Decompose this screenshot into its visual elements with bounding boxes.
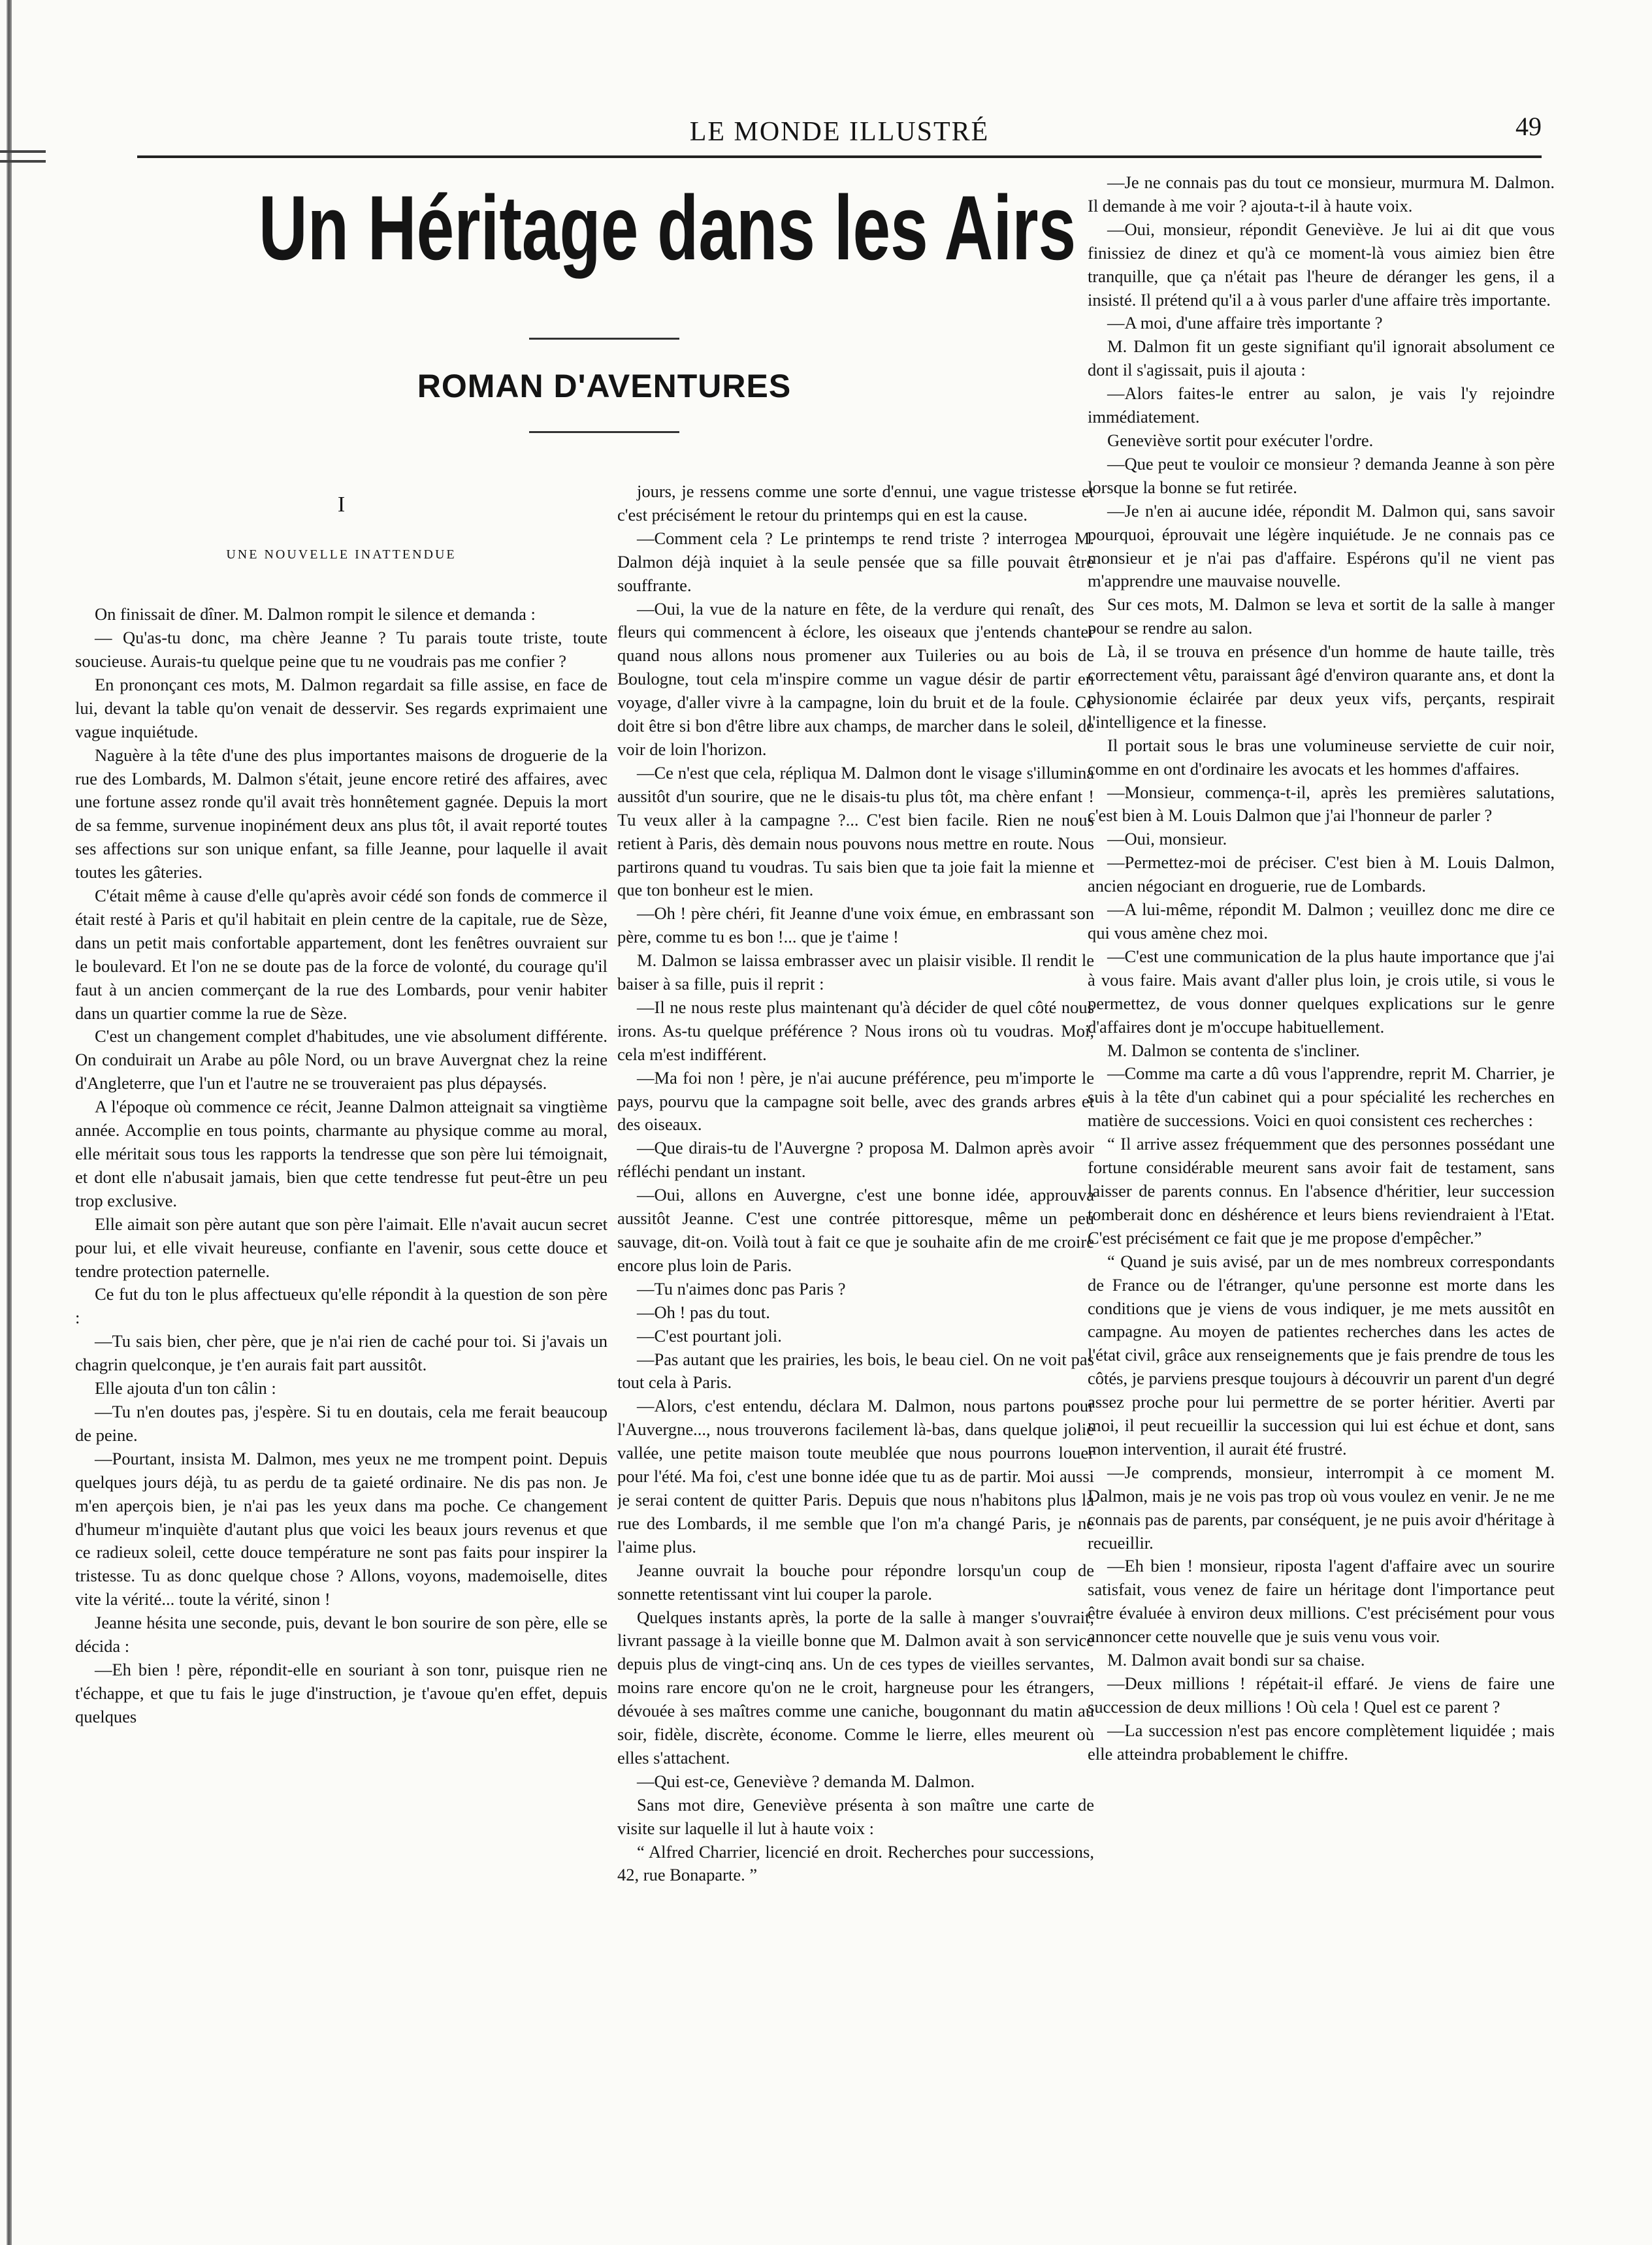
title-rule: [529, 338, 679, 340]
paragraph: —Oui, allons en Auvergne, c'est une bonne idée, approuva aussitôt Jeanne. C'est une contrée pittoresque, même un peu sauvage, dit-on. Voilà tout à fait ce que je souhaite afin de me croire encore plus loin de Paris.: [617, 1185, 1094, 1275]
paragraph: Geneviève sortit pour exécuter l'ordre.: [1107, 430, 1374, 450]
margin-mark: [0, 160, 46, 163]
article-title: Un Héritage dans les Airs: [258, 176, 1077, 279]
paragraph: —La succession n'est pas encore complètement liquidée ; mais elle atteindra probablement le chiffre.: [1088, 1720, 1555, 1764]
paragraph: —Oui, monsieur.: [1107, 829, 1227, 849]
paragraph: Jeanne hésita une seconde, puis, devant le bon sourire de son père, elle se décida :: [75, 1613, 607, 1656]
margin-mark: [0, 150, 46, 153]
paragraph: —C'est pourtant joli.: [637, 1325, 782, 1346]
paragraph: —Tu n'aimes donc pas Paris ?: [637, 1278, 846, 1299]
paragraph: Là, il se trouva en présence d'un homme de haute taille, très correctement vêtu, paraissant âgé d'environ quarante ans, et dont la physionomie éclairée par deux yeux vifs, perçants, respirait l'intelligence et la finesse.: [1088, 641, 1555, 732]
article-subtitle: ROMAN D'AVENTURES: [417, 368, 792, 404]
column-body: [617, 480, 1094, 1887]
paragraph: On finissait de dîner. M. Dalmon rompit le silence et demanda :: [95, 604, 536, 624]
paragraph: —C'est une communication de la plus haute importance que j'ai à vous faire. Mais avant d'aller plus loin, je crois utile, si vous le permettez, de vous donner quelques explications sur le genre d'affaires dont je m'occupe habituellement.: [1088, 946, 1555, 1037]
paragraph: —Eh bien ! monsieur, riposta l'agent d'affaire avec un sourire satisfait, vous venez de faire un héritage dont l'importance peut être évaluée à environ deux millions. C'est précisément pour vous annoncer cette nouvelle que je suis venu vous voir.: [1088, 1556, 1555, 1647]
paragraph: —Oui, monsieur, répondit Geneviève. Je lui ai dit que vous finissiez de dinez et qu'à ce moment-là vous aimiez bien être tranquille, que ça n'était pas l'heure de déranger les gens, il a insisté. Il prétend qu'il a à vous parler d'une affaire très importante.: [1088, 219, 1555, 310]
text-column-3: [1088, 171, 1555, 2196]
paragraph: M. Dalmon avait bondi sur sa chaise.: [1107, 1650, 1365, 1670]
paragraph: —Oh ! père chéri, fit Jeanne d'une voix émue, en embrassant son père, comme tu es bon !... que je t'aime !: [617, 903, 1094, 947]
paragraph: —Oh ! pas du tout.: [637, 1302, 770, 1322]
paragraph: —Qui est-ce, Geneviève ? demanda M. Dalmon.: [637, 1771, 975, 1791]
paragraph: C'était même à cause d'elle qu'après avoir cédé son fonds de commerce il était resté à Paris et qu'il habitait en plein centre de la capitale, rue de Sèze, dans un petit mais confortable appartement, dont les fenêtres ouvraient sur le boulevard. Et l'on ne se doute pas de la force de volonté, du courage qu'il faut à un ancien commerçant de la rue des Lombards, pour venir habiter dans un quartier comme la rue de Sèze.: [75, 886, 607, 1023]
paragraph: Sans mot dire, Geneviève présenta à son maître une carte de visite sur laquelle il lut à haute voix :: [617, 1794, 1094, 1838]
chapter-number: I: [337, 493, 346, 517]
paragraph: —A lui-même, répondit M. Dalmon ; veuillez donc me dire ce qui vous amène chez moi.: [1088, 899, 1555, 943]
paragraph: —Comment cela ? Le printemps te rend triste ? interrogea M. Dalmon déjà inquiet à la seule pensée que sa fille pouvait être souffrante.: [617, 528, 1094, 595]
paragraph: — Qu'as-tu donc, ma chère Jeanne ? Tu parais toute triste, toute soucieuse. Aurais-tu quelque peine que tu ne voudrais pas me confier ?: [75, 628, 607, 671]
paragraph: A l'époque où commence ce récit, Jeanne Dalmon atteignait sa vingtième année. Accomplie en tous points, charmante au physique comme au moral, elle méritait sous tous les rapports la tendresse que son père lui témoignait, et dont elle n'abusait jamais, bien que cette tendresse fut peut-être un peu trop exclusive.: [75, 1097, 607, 1210]
paragraph: C'est un changement complet d'habitudes, une vie absolument différente. On conduirait un Arabe au pôle Nord, ou un brave Auvergnat chez la reine d'Angleterre, que l'un et l'autre ne se trouveraient pas plus dépaysés.: [75, 1026, 607, 1093]
paragraph: jours, je ressens comme une sorte d'ennui, une vague tristesse et c'est précisément le retour du printemps qui en est la cause.: [617, 481, 1094, 525]
paragraph: Jeanne ouvrait la bouche pour répondre lorsqu'un coup de sonnette retentissant vint lui couper la parole.: [617, 1560, 1094, 1604]
paragraph: M. Dalmon fit un geste signifiant qu'il ignorait absolument ce dont il s'agissait, puis il ajouta :: [1088, 336, 1555, 380]
paragraph: “ Quand je suis avisé, par un de mes nombreux correspondants de France ou de l'étranger, qu'une personne est morte dans les conditions que je viens de vous indiquer, je me mets aussitôt en campagne. Au moyen de patientes recherches dans les actes de l'état civil, grâce aux renseignements que je fais prendre de tous les côtés, je parviens presque toujours à découvrir un parent d'un degré assez proche pour lui permettre de se porter héritier. Averti par moi, il peut recueillir la succession qui lui est échue et dont, sans mon intervention, il aurait été frustré.: [1088, 1251, 1555, 1459]
journal-title: LE MONDE ILLUSTRÉ: [689, 117, 990, 147]
text-column-1: [75, 483, 607, 2195]
paragraph: —Comme ma carte a dû vous l'apprendre, reprit M. Charrier, je suis à la tête d'un cabinet qui a pour spécialité les recherches en matière de successions. Voici en quoi consistent ces recherches :: [1088, 1063, 1555, 1131]
paragraph: Il portait sous le bras une volumineuse serviette de cuir noir, comme en ont d'ordinaire les avocats et les hommes d'affaires.: [1088, 735, 1555, 779]
paragraph: En prononçant ces mots, M. Dalmon regardait sa fille assise, en face de lui, devant la table qu'on venait de desservir. Ses regards exprimaient une vague inquiétude.: [75, 674, 607, 741]
paragraph: —Deux millions ! répétait-il effaré. Je viens de faire une succession de deux millions ! Où cela ! Quel est ce parent ?: [1088, 1673, 1555, 1717]
paragraph: “ Il arrive assez fréquemment que des personnes possédant une fortune considérable meurent sans avoir fait de testament, sans laisser de parents connus. En l'absence d'héritier, leur succession tomberait donc en déshérence et leurs biens reviendraient à l'Etat. C'est précisément ce fait que je me propose d'empêcher.”: [1088, 1134, 1555, 1248]
paragraph: —Tu sais bien, cher père, que je n'ai rien de caché pour toi. Si j'avais un chagrin quelconque, je t'en aurais fait part aussitôt.: [75, 1331, 607, 1375]
paragraph: M. Dalmon se laissa embrasser avec un plaisir visible. Il rendit le baiser à sa fille, puis il reprit :: [617, 950, 1094, 994]
text-column-2: [617, 480, 1094, 2195]
paragraph: Elle ajouta d'un ton câlin :: [95, 1378, 276, 1398]
paragraph: M. Dalmon se contenta de s'incliner.: [1107, 1040, 1360, 1060]
page-number: 49: [1515, 112, 1542, 141]
paragraph: —Que dirais-tu de l'Auvergne ? proposa M. Dalmon après avoir réfléchi pendant un instant.: [617, 1138, 1094, 1182]
subtitle-rule: [529, 431, 679, 433]
paragraph: —A moi, d'une affaire très importante ?: [1107, 313, 1383, 333]
paragraph: “ Alfred Charrier, licencié en droit. Recherches pour successions, 42, rue Bonaparte. ”: [617, 1841, 1094, 1885]
paragraph: —Oui, la vue de la nature en fête, de la verdure qui renaît, des fleurs qui commencent à éclore, les oiseaux que j'entends chanter quand nous allons nous promener aux Tuileries ou au bois de Boulogne, tout cela m'inspire comme un vague désir de partir en voyage, d'aller vivre à la campagne, loin du bruit et de la foule. Ce doit être si bon d'être libre aux champs, de marcher dans le soleil, de voir de loin l'horizon.: [617, 598, 1094, 759]
title-block: [137, 176, 1077, 474]
paragraph: —Que peut te vouloir ce monsieur ? demanda Jeanne à son père lorsque la bonne se fut retirée.: [1088, 453, 1555, 497]
paragraph: Ce fut du ton le plus affectueux qu'elle répondit à la question de son père :: [75, 1284, 607, 1328]
paragraph: —Pourtant, insista M. Dalmon, mes yeux ne me trompent point. Depuis quelques jours déjà, tu as perdu de ta gaieté ordinaire. Ne dis pas non. Je m'en aperçois bien, je n'ai pas les yeux dans ma poche. Ce changement d'humeur m'inquiète d'autant plus que voici les beaux jours revenus et que ce radieux soleil, cette douce température ne sont pas faits pour inspirer la tristesse. Tu as donc quelque chose ? Allons, voyons, mademoiselle, dites vite la vérité... toute la vérité, sinon !: [75, 1448, 607, 1609]
paragraph: —Ma foi non ! père, je n'ai aucune préférence, peu m'importe le pays, pourvu que la campagne soit belle, avec des grands arbres et des oiseaux.: [617, 1067, 1094, 1135]
paragraph: Naguère à la tête d'une des plus importantes maisons de droguerie de la rue des Lombards, M. Dalmon s'était, jeune encore retiré des affaires, avec une fortune assez ronde qu'il avait très honnêtement gagnée. Depuis la mort de sa femme, survenue inopinément deux ans plus tôt, il avait reporté toutes ses affections sur son unique enfant, sa fille Jeanne, pour laquelle il avait toutes les gâteries.: [75, 745, 607, 882]
paragraph: —Il ne nous reste plus maintenant qu'à décider de quel côté nous irons. As-tu quelque préférence ? Nous irons où tu voudras. Moi, cela m'est indifférent.: [617, 997, 1094, 1064]
paragraph: Quelques instants après, la porte de la salle à manger s'ouvrait, livrant passage à la vieille bonne que M. Dalmon avait à son service depuis plus de vingt-cinq ans. Un de ces types de vieilles servantes, moins rare encore qu'on ne le croit, hargneuse pour les étrangers, dévouée à ses maîtres comme une caniche, bougonnant du matin au soir, fidèle, discrète, économe. Comme le lierre, elles meurent où elles s'attachent.: [617, 1607, 1094, 1768]
column-body: [75, 603, 607, 1729]
paragraph: —Ce n'est que cela, répliqua M. Dalmon dont le visage s'illumina aussitôt d'un sourire, que ne le disais-tu plus tôt, ma chère enfant ! Tu veux aller à la campagne ?... C'est bien facile. Rien ne nous retient à Paris, dès demain nous pouvons nous mettre en route. Nous partirons quand tu voudras. Tu sais bien que ta joie fait la mienne et que ton bonheur est le mien.: [617, 762, 1094, 900]
paragraph: —Je n'en ai aucune idée, répondit M. Dalmon qui, sans savoir pourquoi, éprouvait une légère inquiétude. Je ne connais pas ce monsieur et je n'ai pas d'affaire. Espérons qu'il ne vient pas m'apprendre une mauvaise nouvelle.: [1088, 500, 1555, 591]
paragraph: Elle aimait son père autant que son père l'aimait. Elle n'avait aucun secret pour lui, et elle vivait heureuse, confiante en l'avenir, sous cette douce et tendre protection paternelle.: [75, 1214, 607, 1281]
column-body: [1088, 171, 1555, 1766]
running-head: [137, 112, 1542, 158]
paragraph: —Tu n'en doutes pas, j'espère. Si tu en doutais, cela me ferait beaucoup de peine.: [75, 1401, 607, 1445]
paragraph: Sur ces mots, M. Dalmon se leva et sortit de la salle à manger pour se rendre au salon.: [1088, 594, 1555, 638]
binding-edge: [7, 0, 12, 2245]
paragraph: —Alors, c'est entendu, déclara M. Dalmon, nous partons pour l'Auvergne..., nous trouverons facilement là-bas, dans quelque jolie vallée, une petite maison toute meublée que nous pourrons louer pour l'été. Ma foi, c'est une bonne idée que tu as de partir. Moi aussi je serai content de quitter Paris. Depuis que nous n'habitons plus la rue des Lombards, il me semble que l'on m'a changé Paris, je ne l'aime plus.: [617, 1396, 1094, 1557]
paragraph: —Pas autant que les prairies, les bois, le beau ciel. On ne voit pas tout cela à Paris.: [617, 1349, 1094, 1393]
paragraph: —Eh bien ! père, répondit-elle en souriant à son tonr, puisque rien ne t'échappe, et que tu fais le juge d'instruction, je t'avoue qu'en effet, depuis quelques: [75, 1659, 607, 1726]
paragraph: —Alors faites-le entrer au salon, je vais l'y rejoindre immédiatement.: [1088, 383, 1555, 427]
paragraph: —Je ne connais pas du tout ce monsieur, murmura M. Dalmon. Il demande à me voir ? ajouta-t-il à haute voix.: [1088, 172, 1555, 216]
paragraph: —Je comprends, monsieur, interrompit à ce moment M. Dalmon, mais je ne vois pas trop où vous voulez en venir. Je ne me connais pas de parents, par conséquent, je ne puis avoir d'héritage à recueillir.: [1088, 1462, 1555, 1553]
paragraph: —Permettez-moi de préciser. C'est bien à M. Louis Dalmon, ancien négociant en droguerie, rue de Lombards.: [1088, 852, 1555, 896]
chapter-title: UNE NOUVELLE INATTENDUE: [226, 547, 457, 562]
paragraph: —Monsieur, commença-t-il, après les premières salutations, c'est bien à M. Louis Dalmon que j'ai l'honneur de parler ?: [1088, 782, 1555, 826]
